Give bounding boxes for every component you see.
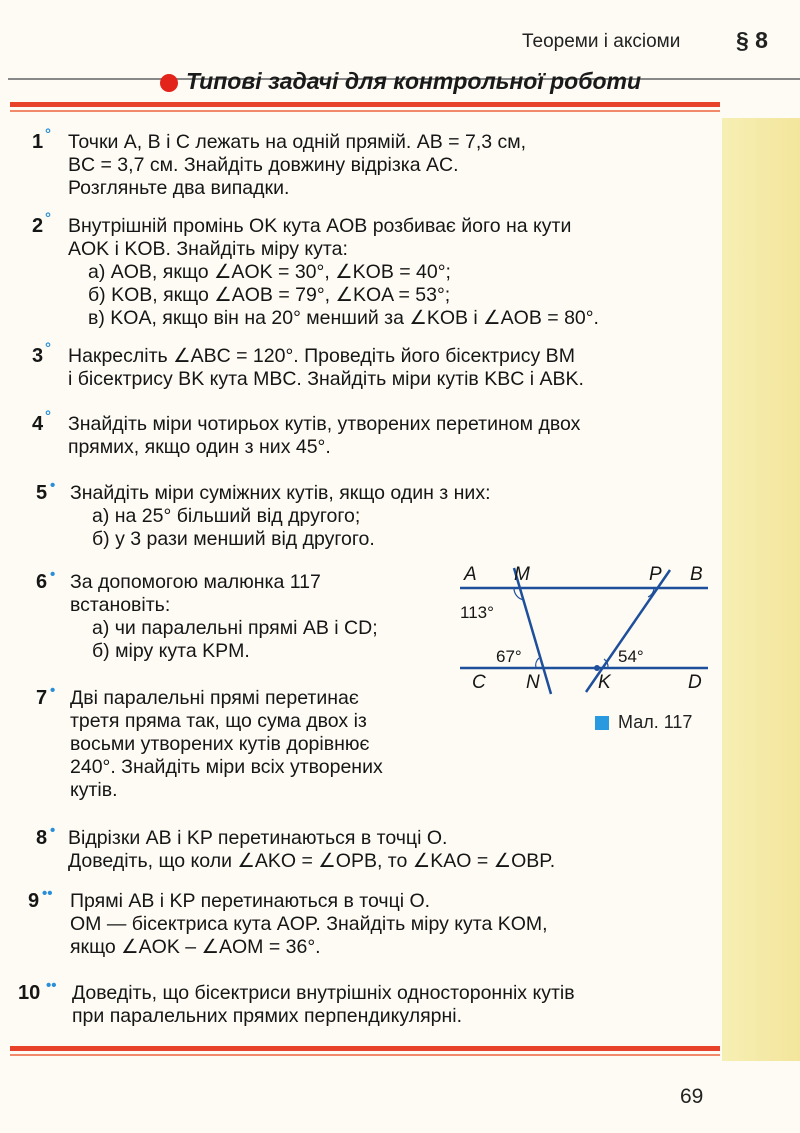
task-line: AOK і KOB. Знайдіть міру кута:: [68, 238, 348, 260]
difficulty-mark: •: [50, 477, 56, 494]
section-number: § 8: [736, 27, 768, 53]
task-number: 3: [32, 345, 44, 367]
angle-label-54: 54°: [618, 647, 644, 666]
task-line: Доведіть, що бісектриси внутрішніх односторонніх кутів: [72, 982, 575, 1004]
task-number: 5: [36, 482, 48, 504]
angle-arc-67: [536, 658, 539, 668]
point-K: [594, 665, 600, 671]
task-line: в) KOA, якщо він на 20° менший за ∠KOB і ∠AOB = 80°.: [88, 307, 599, 329]
angle-label-67: 67°: [496, 647, 522, 666]
task-line: восьми утворених кутів дорівнює: [70, 733, 370, 755]
task-line: встановіть:: [70, 594, 171, 616]
task-line: при паралельних прямих перпендикулярні.: [72, 1005, 463, 1027]
task-line: 240°. Знайдіть міри всіх утворених: [70, 756, 383, 778]
task-line: б) KOB, якщо ∠AOB = 79°, ∠KOA = 53°;: [88, 284, 451, 306]
task-number: 8: [36, 827, 48, 849]
label-A: A: [464, 564, 477, 585]
footer-rule-thin: [10, 1054, 720, 1056]
task-number: 2: [32, 215, 44, 237]
label-M: M: [514, 564, 530, 585]
task-line: Прямі AB і KP перетинаються в точці O.: [70, 890, 431, 912]
label-B: B: [690, 564, 703, 585]
task-line: Знайдіть міри суміжних кутів, якщо один з них:: [70, 482, 491, 504]
task-line: Накресліть ∠ABC = 120°. Проведіть його бісектрису BM: [68, 345, 575, 367]
task-line: б) у 3 рази менший від другого.: [92, 528, 375, 550]
task-number: 4: [32, 413, 44, 435]
task-number: 6: [36, 571, 48, 593]
page-number: 69: [680, 1085, 704, 1108]
label-D: D: [688, 672, 702, 693]
difficulty-mark: °: [45, 126, 51, 143]
title-underline-thin: [10, 110, 720, 112]
difficulty-mark: •: [50, 822, 56, 839]
margin-sidebar: [722, 118, 800, 1061]
task-line: а) на 25° більший від другого;: [92, 505, 361, 527]
red-bullet-icon: [160, 74, 178, 92]
difficulty-mark: •: [50, 566, 56, 583]
task-line: якщо ∠AOK – ∠AOM = 36°.: [70, 936, 321, 958]
task-number: 1: [32, 131, 44, 153]
task-line: Точки A, B і C лежать на одній прямій. AB = 7,3 см,: [68, 131, 527, 153]
task-line: кутів.: [70, 779, 118, 801]
task-number: 9: [28, 890, 40, 912]
task-number: 10: [18, 982, 41, 1004]
task-line: Внутрішній промінь OK кута AOB розбиває його на кути: [68, 215, 572, 237]
task-line: За допомогою малюнка 117: [70, 571, 321, 593]
task-number: 7: [36, 687, 48, 709]
difficulty-mark: •: [50, 682, 56, 699]
label-N: N: [526, 672, 540, 693]
task-line: а) чи паралельні прямі AB і CD;: [92, 617, 378, 639]
blue-square-icon: [595, 716, 609, 730]
footer-rule: [10, 1046, 720, 1051]
task-line: Відрізки AB і KP перетинаються в точці O.: [68, 827, 448, 849]
task-line: OM — бісектриса кута AOP. Знайдіть міру кута KOM,: [70, 913, 548, 935]
task-line: BC = 3,7 см. Знайдіть довжину відрізка AC.: [68, 154, 459, 176]
task-line: і бісектрису BK кута MBC. Знайдіть міри кутів KBC і ABK.: [68, 368, 584, 390]
task-line: Дві паралельні прямі перетинає: [70, 687, 359, 709]
task-line: Розгляньте два випадки.: [68, 177, 290, 199]
difficulty-mark: °: [45, 408, 51, 425]
task-line: Доведіть, що коли ∠AKO = ∠OPB, то ∠KAO = ∠OBP.: [68, 850, 556, 872]
difficulty-mark: °: [45, 340, 51, 357]
difficulty-mark: °: [45, 210, 51, 227]
difficulty-mark: ••: [46, 977, 57, 994]
task-line: третя пряма так, що сума двох із: [70, 710, 367, 732]
label-P: P: [649, 564, 662, 585]
task-line: а) AOB, якщо ∠AOK = 30°, ∠KOB = 40°;: [88, 261, 451, 283]
page-title: Типові задачі для контрольної роботи: [186, 68, 642, 94]
task-line: б) міру кута KPM.: [92, 640, 250, 662]
label-C: C: [472, 672, 486, 693]
caption-text: Мал. 117: [618, 712, 693, 732]
header-title: Теореми і аксіоми: [522, 31, 681, 52]
angle-label-113: 113°: [460, 603, 494, 622]
task-line: Знайдіть міри чотирьох кутів, утворених перетином двох: [68, 413, 581, 435]
task-line: прямих, якщо один з них 45°.: [68, 436, 331, 458]
difficulty-mark: ••: [42, 885, 53, 902]
page-header: [0, 20, 800, 60]
label-K: K: [598, 672, 611, 693]
title-underline: [10, 102, 720, 107]
